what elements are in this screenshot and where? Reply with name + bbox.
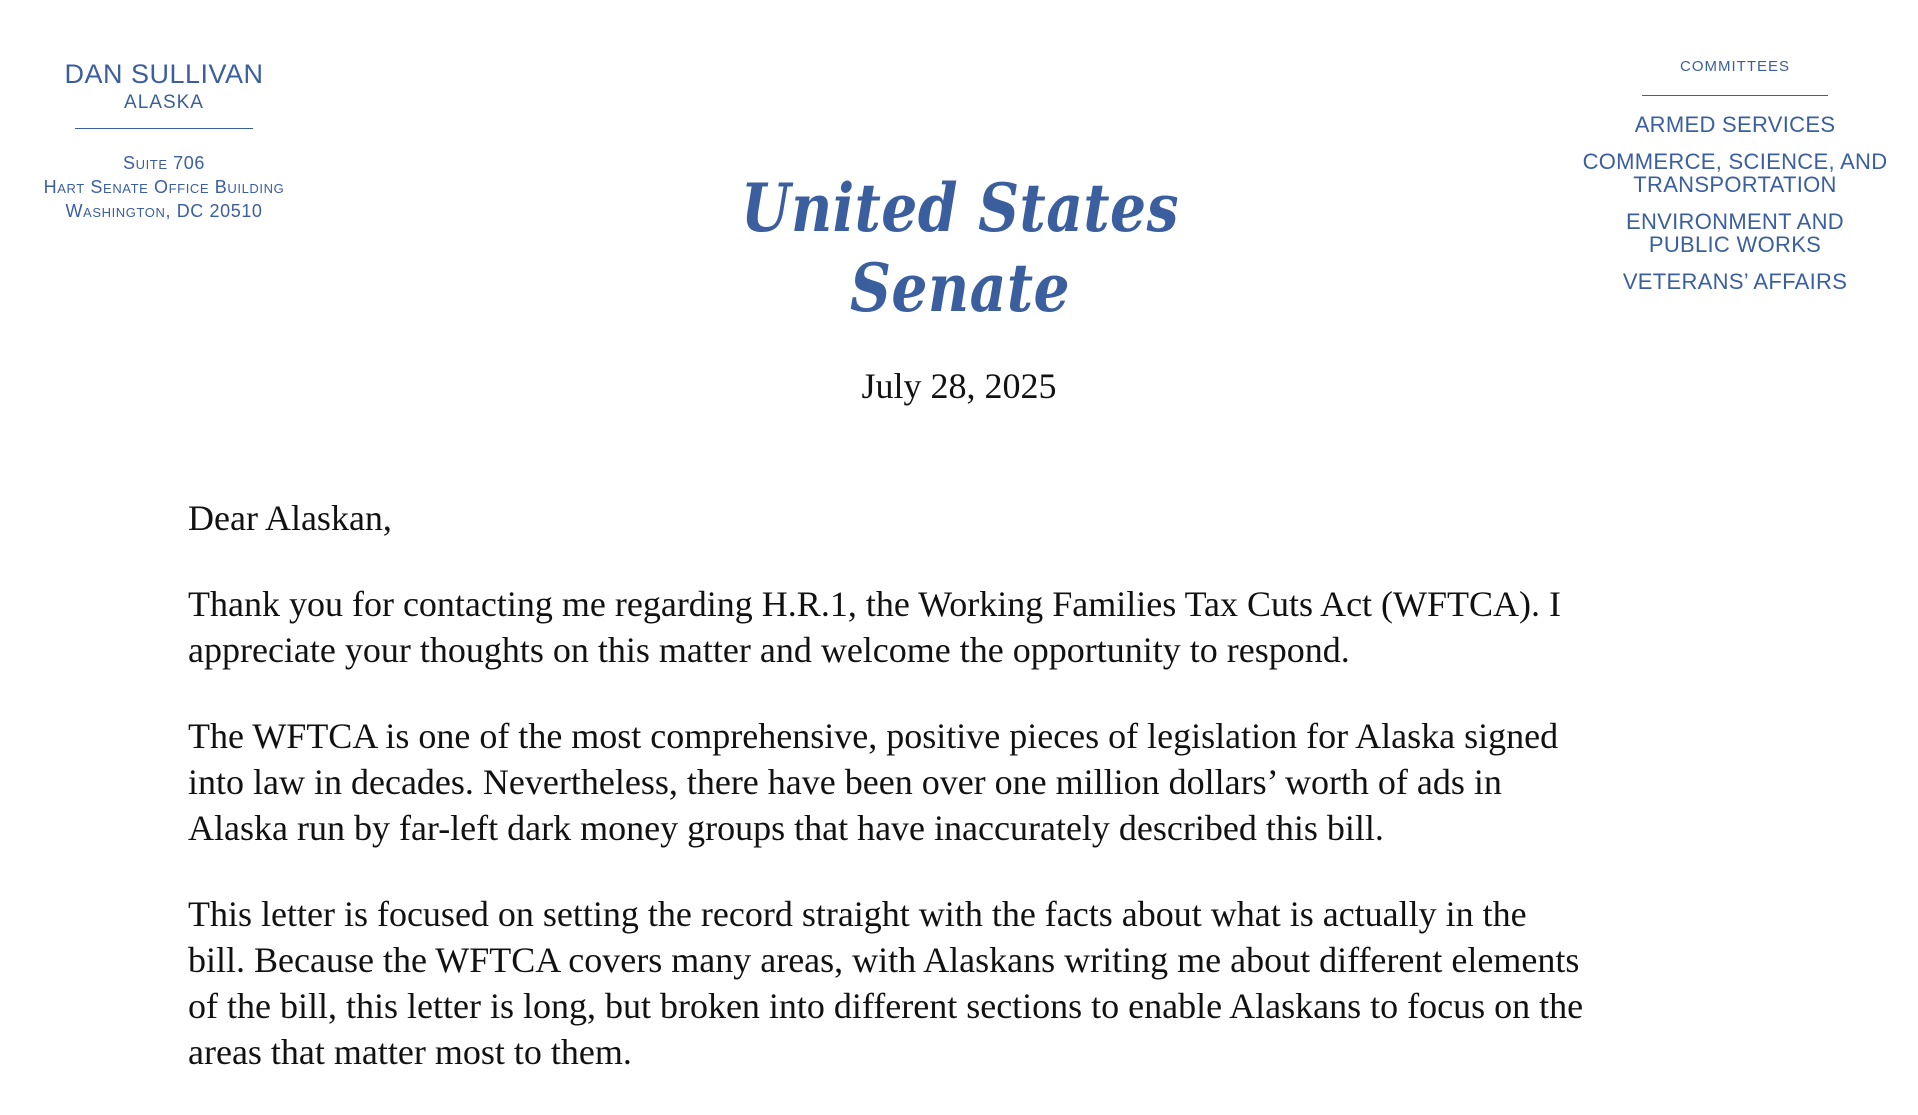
senator-state: ALASKA: [124, 92, 204, 113]
salutation: Dear Alaskan,: [188, 498, 392, 538]
committee-line: TRANSPORTATION: [1633, 172, 1837, 197]
committee-commerce: [1560, 150, 1910, 196]
committee-line: VETERANS’ AFFAIRS: [1622, 269, 1848, 294]
committees-heading: COMMITTEES: [1680, 58, 1790, 75]
letterhead-divider: [75, 128, 253, 129]
paragraph-intro: Thank you for contacting me regarding H.R.1, the Working Families Tax Cuts Act (WFTCA). I appreciate your thoughts on this matter and welcome the opportunity to respond.: [188, 584, 1562, 670]
committee-line: PUBLIC WORKS: [1648, 232, 1822, 257]
committees-divider: [1642, 95, 1828, 96]
senator-letterhead: [8, 58, 320, 223]
committee-line: COMMERCE, SCIENCE, AND: [1582, 149, 1888, 174]
paragraph-wftca: The WFTCA is one of the most comprehensive, positive pieces of legislation for Alaska signed into law in decades. Nevertheless, there have been over one million dollars’ worth of ads in Alaska run by far-left dark money groups that have inaccurately described this bill.: [188, 716, 1559, 848]
senator-name: DAN SULLIVAN: [64, 59, 264, 89]
letter-body: [188, 495, 1788, 1115]
committee-armed-services: [1560, 113, 1910, 136]
committee-veterans: [1560, 270, 1910, 293]
office-city: Washington, DC 20510: [65, 201, 263, 221]
paragraph-purpose: This letter is focused on setting the record straight with the facts about what is actually in the bill. Because the WFTCA covers many areas, with Alaskans writing me about different elements of the bill, this letter is long, but broken into different sections to enable Alaskans to focus on the areas that matter most to them.: [188, 894, 1584, 1072]
committees-block: [1560, 56, 1910, 307]
committee-environment: [1560, 210, 1910, 256]
office-suite: Suite 706: [122, 153, 206, 173]
letter-date: July 28, 2025: [861, 366, 1057, 406]
committee-line: ARMED SERVICES: [1634, 112, 1836, 137]
senate-title: United States Senate: [741, 169, 1179, 327]
office-building: Hart Senate Office Building: [43, 177, 285, 197]
committee-line: ENVIRONMENT AND: [1625, 209, 1844, 234]
